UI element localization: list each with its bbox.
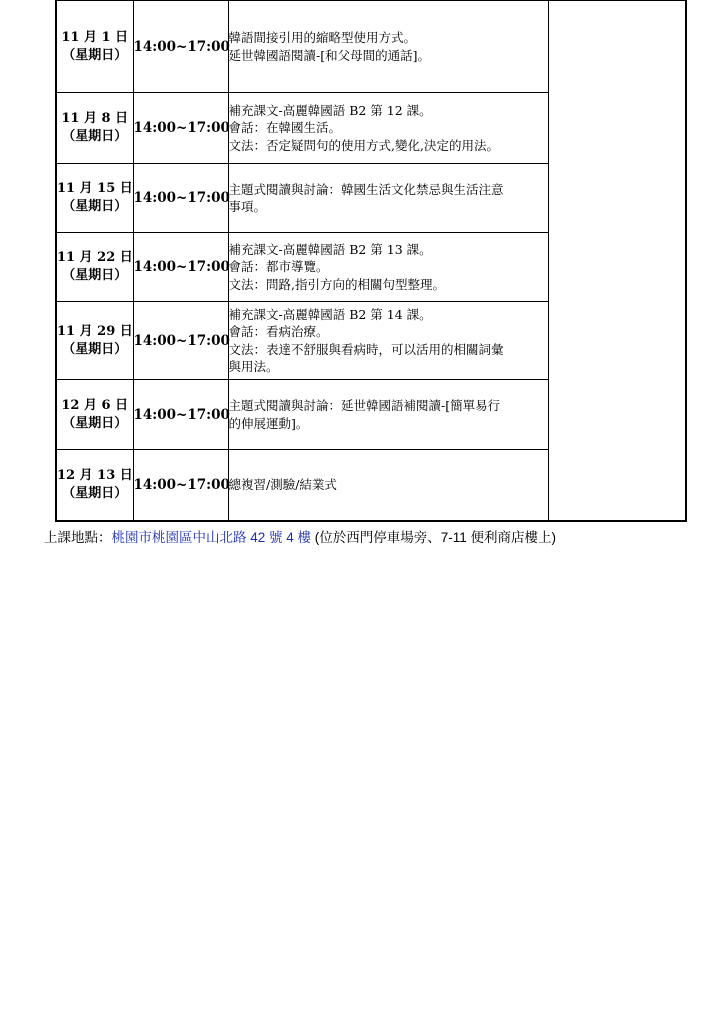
content-line: 的伸展運動]。 (228, 415, 309, 431)
content-cell (228, 233, 548, 302)
time-cell: 14:00~17:00 (133, 380, 228, 450)
location-address: 桃園市桃園區中山北路 42 號 4 樓 (111, 530, 312, 545)
content-cell (228, 380, 548, 450)
date-text: 11 月 29 日 (57, 323, 133, 339)
content-line: 文法：表達不舒服與看病時，可以活用的相關詞彙 (228, 341, 504, 357)
weekday-text: （星期日） (62, 485, 128, 501)
date-cell (56, 302, 133, 380)
content-line: 會話：在韓國生活。 (228, 120, 342, 136)
content-cell (228, 93, 548, 164)
content-line: 補充課文-高麗韓國語 B2 第 13 課。 (228, 241, 432, 257)
content-line: 事項。 (228, 199, 267, 214)
content-line: 會話：都市導覽。 (228, 259, 329, 275)
content-line: 韓語間接引用的縮略型使用方式。 (228, 30, 417, 45)
remarks-cell (548, 1, 686, 521)
content-cell (228, 164, 548, 233)
weekday-text: （星期日） (62, 129, 128, 144)
date-text: 11 月 1 日 (61, 29, 129, 45)
content-line: 文法：問路,指引方向的相關句型整理。 (228, 276, 445, 292)
time-cell: 14:00~17:00 (133, 93, 228, 164)
weekday-text: （星期日） (62, 199, 128, 214)
content-cell (228, 1, 548, 93)
date-cell (56, 164, 133, 233)
content-line: 主題式閱讀與討論：延世韓國語補閱讀-[簡單易行 (228, 398, 501, 413)
weekday-text: （星期日） (62, 341, 128, 357)
time-cell: 14:00~17:00 (133, 302, 228, 380)
table-row (56, 1, 686, 93)
date-text: 12 月 6 日 (61, 397, 129, 413)
date-text: 11 月 8 日 (61, 111, 129, 126)
date-text: 11 月 22 日 (57, 250, 133, 265)
time-cell: 14:00~17:00 (133, 233, 228, 302)
content-cell (228, 450, 548, 521)
date-cell (56, 380, 133, 450)
time-cell: 14:00~17:00 (133, 450, 228, 521)
content-line: 主題式閱讀與討論：韓國生活文化禁忌與生活注意 (228, 181, 504, 197)
date-cell (56, 233, 133, 302)
location-note: (位於西門停車場旁、7-11 便利商店樓上) (314, 530, 557, 545)
date-text: 11 月 15 日 (57, 181, 133, 196)
time-cell: 14:00~17:00 (133, 164, 228, 233)
weekday-text: （星期日） (62, 47, 128, 63)
content-line: 補充課文-高麗韓國語 B2 第 14 課。 (228, 306, 432, 322)
weekday-text: （星期日） (62, 415, 128, 431)
content-line: 延世韓國語閱讀-[和父母間的通話]。 (228, 47, 430, 63)
date-text: 12 月 13 日 (57, 467, 133, 483)
location-label: 上課地點： (44, 530, 112, 545)
schedule-table (55, 0, 687, 522)
content-line: 總複習/測驗/結業式 (228, 477, 337, 492)
content-line: 會話：看病治療。 (228, 324, 329, 339)
class-location (44, 526, 556, 546)
weekday-text: （星期日） (62, 268, 128, 283)
date-cell (56, 1, 133, 93)
content-cell (228, 302, 548, 380)
date-cell (56, 450, 133, 521)
content-line: 文法：否定疑問句的使用方式,變化,決定的用法。 (228, 137, 499, 153)
content-line: 與用法。 (228, 359, 279, 374)
date-cell (56, 93, 133, 164)
time-cell: 14:00~17:00 (133, 1, 228, 93)
content-line: 補充課文-高麗韓國語 B2 第 12 課。 (228, 102, 432, 118)
